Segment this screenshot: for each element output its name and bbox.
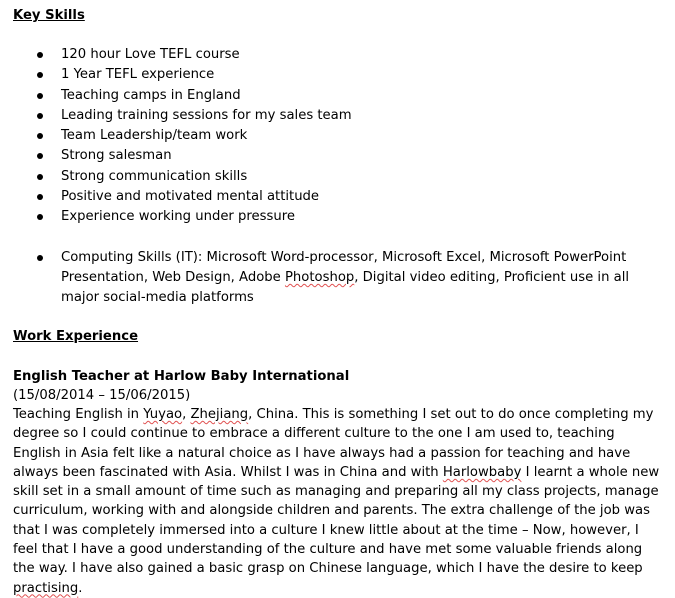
job-description-part: . <box>78 580 83 596</box>
bullet-icon <box>37 153 43 159</box>
bullet-icon <box>37 72 43 78</box>
list-item-text: Positive and motivated mental attitude <box>61 189 320 205</box>
spellcheck-word: practising <box>13 580 79 596</box>
list-item <box>0 187 641 207</box>
list-item-text: Teaching camps in England <box>61 87 241 103</box>
bullet-icon <box>37 174 43 180</box>
job-description-part: , <box>182 407 191 422</box>
computing-skills-part: Computing Skills (IT): Microsoft Word-processor, Microsoft Excel, Microsoft PowerPoint Presentation, Web Design, Adobe <box>61 249 627 285</box>
bullet-icon <box>37 194 43 200</box>
list-item-text: 1 Year TEFL experience <box>61 67 215 83</box>
list-item-text: Team Leadership/team work <box>61 128 248 144</box>
spellcheck-word: Harlowbaby <box>442 464 522 480</box>
job-dates: (15/08/2014 – 15/06/2015) <box>13 388 191 403</box>
bullet-icon <box>37 93 43 99</box>
list-item <box>0 126 641 146</box>
list-item-text: 120 hour Love TEFL course <box>61 47 240 62</box>
computing-skills-part: , Digital video editing, Proficient use in all major social-media platforms <box>61 269 630 306</box>
list-item <box>0 207 641 227</box>
computing-skills-text <box>61 250 629 306</box>
computing-skills-item <box>0 248 641 309</box>
list-item <box>0 65 641 85</box>
list-item-text: Strong salesman <box>61 148 172 164</box>
job-description-part: I learnt a whole new skill set in a small amount of time such as managing and preparing all my class projects, manage curriculum, working with and alongside children and parents. The extra challenge of the job was that I was completely immersed into a culture I knew little about at the time – Now, however, I feel that I have a good understanding of the culture and have met some valuable friends along the way. I have also gained a basic grasp on Chinese language, which I have the desire to keep <box>13 464 660 577</box>
spellcheck-word: Zhejiang <box>190 407 249 422</box>
bullet-icon <box>37 52 43 58</box>
job-title: English Teacher at Harlow Baby International <box>13 369 350 384</box>
job-description <box>13 405 663 598</box>
spellcheck-word: Yuyao <box>143 407 183 422</box>
list-item <box>0 86 641 106</box>
list-item <box>0 106 641 126</box>
bullet-icon <box>37 255 43 261</box>
job-description-part: Teaching English in <box>13 407 144 422</box>
work-experience-heading: Work Experience <box>13 329 139 344</box>
list-item-text: Leading training sessions for my sales team <box>61 107 352 123</box>
bullet-icon <box>37 133 43 139</box>
job-description-part: , China. This is something I set out to do once completing my degree so I could continue to embrace a different culture to the one I am used to, teaching English in Asia felt like a natural choice as I have always had a passion for teaching and have always been fascinated with Asia. Whilst I was in China and with <box>13 407 654 480</box>
list-item-text: Strong communication skills <box>61 168 248 184</box>
bullet-icon <box>37 214 43 220</box>
list-item <box>0 45 641 65</box>
key-skills-list <box>0 45 675 309</box>
list-item <box>0 167 641 187</box>
list-item <box>0 146 641 166</box>
list-item-text: Experience working under pressure <box>61 209 296 225</box>
spellcheck-word: Photoshop <box>284 269 355 285</box>
key-skills-heading: Key Skills <box>13 8 85 23</box>
bullet-icon <box>37 113 43 119</box>
